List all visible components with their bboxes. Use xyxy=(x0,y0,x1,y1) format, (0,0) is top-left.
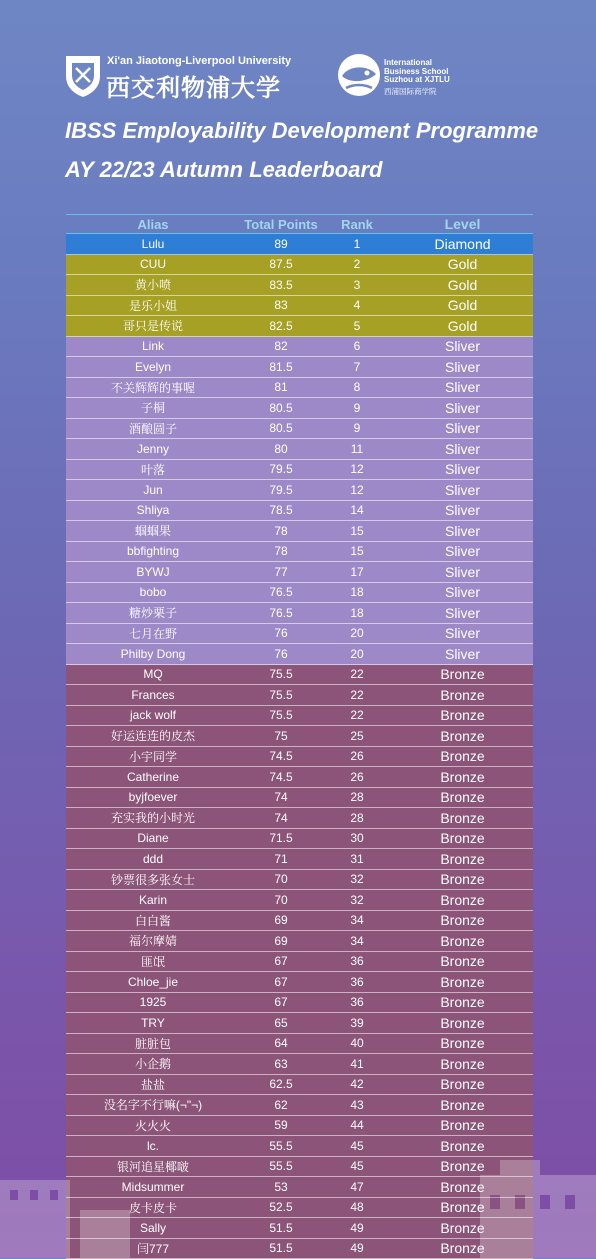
cell-alias: 是乐小姐 xyxy=(66,297,240,314)
cell-rank: 36 xyxy=(322,975,392,989)
cell-level: Bronze xyxy=(392,1240,533,1256)
cell-alias: 小企鹅 xyxy=(66,1055,240,1072)
cell-total-points: 80.5 xyxy=(240,401,322,415)
cell-alias: Lulu xyxy=(66,237,240,251)
table-row xyxy=(66,316,533,337)
cell-rank: 49 xyxy=(322,1241,392,1255)
cell-total-points: 76 xyxy=(240,647,322,661)
cell-rank: 36 xyxy=(322,954,392,968)
table-row xyxy=(66,952,533,973)
table-row xyxy=(66,562,533,583)
table-row xyxy=(66,890,533,911)
cell-total-points: 78 xyxy=(240,544,322,558)
table-row xyxy=(66,419,533,440)
cell-alias: Sally xyxy=(66,1221,240,1235)
cell-total-points: 79.5 xyxy=(240,462,322,476)
cell-alias: Diane xyxy=(66,831,240,845)
table-row xyxy=(66,357,533,378)
table-body xyxy=(66,234,533,1259)
table-row xyxy=(66,603,533,624)
cell-alias: 叶落 xyxy=(66,461,240,478)
cell-level: Bronze xyxy=(392,789,533,805)
table-row xyxy=(66,849,533,870)
cell-rank: 15 xyxy=(322,524,392,538)
ibs-line-3: Suzhou at XJTLU xyxy=(384,76,450,85)
cell-alias: Philby Dong xyxy=(66,647,240,661)
cell-alias: Shliya xyxy=(66,503,240,517)
cell-total-points: 74 xyxy=(240,790,322,804)
cell-level: Bronze xyxy=(392,830,533,846)
cell-rank: 32 xyxy=(322,872,392,886)
cell-alias: 酒酿圆子 xyxy=(66,420,240,437)
cell-level: Bronze xyxy=(392,1220,533,1236)
cell-total-points: 89 xyxy=(240,237,322,251)
table-row xyxy=(66,1034,533,1055)
cell-total-points: 81.5 xyxy=(240,360,322,374)
page-title-line-1: IBSS Employability Development Programme xyxy=(65,118,538,144)
cell-level: Sliver xyxy=(392,646,533,662)
cell-alias: 不关辉辉的事喔 xyxy=(66,379,240,396)
cell-rank: 6 xyxy=(322,339,392,353)
cell-level: Bronze xyxy=(392,1138,533,1154)
cell-alias: Catherine xyxy=(66,770,240,784)
cell-rank: 47 xyxy=(322,1180,392,1194)
cell-total-points: 76.5 xyxy=(240,585,322,599)
table-row xyxy=(66,480,533,501)
cell-alias: Link xyxy=(66,339,240,353)
cell-level: Bronze xyxy=(392,892,533,908)
cell-level: Sliver xyxy=(392,359,533,375)
cell-alias: BYWJ xyxy=(66,565,240,579)
cell-level: Bronze xyxy=(392,1179,533,1195)
table-row xyxy=(66,378,533,399)
cell-total-points: 62.5 xyxy=(240,1077,322,1091)
cell-total-points: 76 xyxy=(240,626,322,640)
cell-total-points: 79.5 xyxy=(240,483,322,497)
cell-alias: 七月在野 xyxy=(66,625,240,642)
campus-skyline-decoration xyxy=(0,1150,596,1258)
table-row xyxy=(66,521,533,542)
table-row xyxy=(66,542,533,563)
header-total-points: Total Points xyxy=(240,217,322,232)
cell-total-points: 69 xyxy=(240,934,322,948)
cell-alias: 黄小喷 xyxy=(66,276,240,293)
cell-alias: 哥只是传说 xyxy=(66,317,240,334)
cell-rank: 44 xyxy=(322,1118,392,1132)
cell-total-points: 80 xyxy=(240,442,322,456)
table-row xyxy=(66,255,533,276)
cell-level: Sliver xyxy=(392,338,533,354)
cell-level: Bronze xyxy=(392,933,533,949)
cell-rank: 26 xyxy=(322,749,392,763)
table-row xyxy=(66,706,533,727)
table-row xyxy=(66,665,533,686)
cell-level: Sliver xyxy=(392,400,533,416)
cell-rank: 28 xyxy=(322,790,392,804)
cell-rank: 9 xyxy=(322,401,392,415)
cell-alias: 糖炒栗子 xyxy=(66,604,240,621)
table-row xyxy=(66,993,533,1014)
cell-alias: 匪氓 xyxy=(66,953,240,970)
cell-alias: bbfighting xyxy=(66,544,240,558)
cell-rank: 12 xyxy=(322,462,392,476)
cell-alias: Midsummer xyxy=(66,1180,240,1194)
cell-level: Bronze xyxy=(392,1076,533,1092)
cell-total-points: 75 xyxy=(240,729,322,743)
cell-rank: 17 xyxy=(322,565,392,579)
table-row xyxy=(66,911,533,932)
cell-alias: 皮卡皮卡 xyxy=(66,1199,240,1216)
ibs-logo-icon xyxy=(336,52,382,98)
cell-total-points: 74.5 xyxy=(240,770,322,784)
cell-alias: 银河追星椰啵 xyxy=(66,1158,240,1175)
cell-level: Sliver xyxy=(392,461,533,477)
cell-rank: 43 xyxy=(322,1098,392,1112)
cell-alias: Jenny xyxy=(66,442,240,456)
cell-rank: 39 xyxy=(322,1016,392,1030)
cell-level: Sliver xyxy=(392,420,533,436)
table-row xyxy=(66,1116,533,1137)
cell-total-points: 65 xyxy=(240,1016,322,1030)
cell-level: Bronze xyxy=(392,871,533,887)
table-row xyxy=(66,829,533,850)
header xyxy=(0,0,596,112)
cell-alias: byjfoever xyxy=(66,790,240,804)
cell-level: Gold xyxy=(392,277,533,293)
cell-level: Diamond xyxy=(392,236,533,252)
table-row xyxy=(66,296,533,317)
cell-total-points: 74.5 xyxy=(240,749,322,763)
table-row xyxy=(66,337,533,358)
cell-level: Bronze xyxy=(392,769,533,785)
cell-rank: 41 xyxy=(322,1057,392,1071)
cell-total-points: 71.5 xyxy=(240,831,322,845)
cell-alias: CUU xyxy=(66,257,240,271)
table-row xyxy=(66,1054,533,1075)
cell-rank: 40 xyxy=(322,1036,392,1050)
ibs-line-2: Business School xyxy=(384,68,450,77)
cell-rank: 8 xyxy=(322,380,392,394)
cell-rank: 25 xyxy=(322,729,392,743)
table-row xyxy=(66,931,533,952)
cell-rank: 15 xyxy=(322,544,392,558)
cell-rank: 28 xyxy=(322,811,392,825)
cell-total-points: 74 xyxy=(240,811,322,825)
cell-alias: jack wolf xyxy=(66,708,240,722)
cell-alias: Karin xyxy=(66,893,240,907)
table-row xyxy=(66,788,533,809)
cell-level: Bronze xyxy=(392,1056,533,1072)
cell-total-points: 55.5 xyxy=(240,1159,322,1173)
cell-alias: 火火火 xyxy=(66,1117,240,1134)
cell-rank: 34 xyxy=(322,934,392,948)
table-row xyxy=(66,685,533,706)
cell-rank: 1 xyxy=(322,237,392,251)
cell-total-points: 78.5 xyxy=(240,503,322,517)
cell-level: Bronze xyxy=(392,1035,533,1051)
table-row xyxy=(66,747,533,768)
xjtlu-logo-icon xyxy=(63,54,103,98)
header-level: Level xyxy=(392,216,533,232)
cell-total-points: 52.5 xyxy=(240,1200,322,1214)
cell-rank: 45 xyxy=(322,1159,392,1173)
table-row xyxy=(66,1075,533,1096)
cell-rank: 3 xyxy=(322,278,392,292)
cell-total-points: 81 xyxy=(240,380,322,394)
cell-total-points: 87.5 xyxy=(240,257,322,271)
cell-level: Gold xyxy=(392,297,533,313)
cell-total-points: 51.5 xyxy=(240,1221,322,1235)
cell-level: Sliver xyxy=(392,543,533,559)
cell-rank: 26 xyxy=(322,770,392,784)
cell-rank: 42 xyxy=(322,1077,392,1091)
cell-alias: 福尔摩婧 xyxy=(66,932,240,949)
cell-alias: Chloe_jie xyxy=(66,975,240,989)
table-row xyxy=(66,726,533,747)
cell-total-points: 80.5 xyxy=(240,421,322,435)
cell-rank: 36 xyxy=(322,995,392,1009)
cell-alias: bobo xyxy=(66,585,240,599)
table-row xyxy=(66,398,533,419)
cell-alias: 白白酱 xyxy=(66,912,240,929)
cell-rank: 22 xyxy=(322,667,392,681)
cell-rank: 7 xyxy=(322,360,392,374)
ibs-name xyxy=(384,59,450,85)
cell-level: Bronze xyxy=(392,953,533,969)
cell-rank: 2 xyxy=(322,257,392,271)
cell-alias: 闫777 xyxy=(66,1240,240,1257)
cell-level: Bronze xyxy=(392,1097,533,1113)
cell-level: Gold xyxy=(392,256,533,272)
cell-total-points: 70 xyxy=(240,872,322,886)
cell-total-points: 78 xyxy=(240,524,322,538)
table-row xyxy=(66,460,533,481)
cell-level: Gold xyxy=(392,318,533,334)
table-header xyxy=(66,214,533,234)
cell-rank: 22 xyxy=(322,688,392,702)
cell-level: Bronze xyxy=(392,851,533,867)
cell-alias: Jun xyxy=(66,483,240,497)
cell-level: Bronze xyxy=(392,1015,533,1031)
cell-total-points: 83 xyxy=(240,298,322,312)
cell-total-points: 82.5 xyxy=(240,319,322,333)
table-row xyxy=(66,870,533,891)
cell-alias: 充实我的小时光 xyxy=(66,809,240,826)
cell-total-points: 59 xyxy=(240,1118,322,1132)
cell-rank: 9 xyxy=(322,421,392,435)
cell-rank: 34 xyxy=(322,913,392,927)
cell-total-points: 82 xyxy=(240,339,322,353)
cell-level: Sliver xyxy=(392,379,533,395)
table-row xyxy=(66,972,533,993)
table-row xyxy=(66,501,533,522)
cell-total-points: 64 xyxy=(240,1036,322,1050)
cell-alias: ddd xyxy=(66,852,240,866)
cell-total-points: 55.5 xyxy=(240,1139,322,1153)
cell-rank: 49 xyxy=(322,1221,392,1235)
cell-total-points: 67 xyxy=(240,995,322,1009)
table-row xyxy=(66,439,533,460)
cell-level: Sliver xyxy=(392,625,533,641)
cell-level: Bronze xyxy=(392,994,533,1010)
table-row xyxy=(66,275,533,296)
table-row xyxy=(66,583,533,604)
cell-level: Bronze xyxy=(392,1117,533,1133)
cell-total-points: 76.5 xyxy=(240,606,322,620)
header-alias: Alias xyxy=(66,217,240,232)
header-rank: Rank xyxy=(322,217,392,232)
cell-total-points: 70 xyxy=(240,893,322,907)
table-row xyxy=(66,808,533,829)
cell-level: Bronze xyxy=(392,748,533,764)
cell-level: Bronze xyxy=(392,810,533,826)
cell-alias: 盐盐 xyxy=(66,1076,240,1093)
cell-alias: 蝈蝈果 xyxy=(66,522,240,539)
cell-rank: 31 xyxy=(322,852,392,866)
cell-total-points: 62 xyxy=(240,1098,322,1112)
cell-alias: Frances xyxy=(66,688,240,702)
cell-rank: 48 xyxy=(322,1200,392,1214)
cell-level: Sliver xyxy=(392,584,533,600)
cell-total-points: 75.5 xyxy=(240,708,322,722)
table-row xyxy=(66,234,533,255)
cell-level: Bronze xyxy=(392,707,533,723)
cell-total-points: 51.5 xyxy=(240,1241,322,1255)
cell-alias: 1925 xyxy=(66,995,240,1009)
cell-alias: TRY xyxy=(66,1016,240,1030)
cell-level: Sliver xyxy=(392,502,533,518)
cell-level: Bronze xyxy=(392,1158,533,1174)
cell-total-points: 83.5 xyxy=(240,278,322,292)
ibs-chinese-name: 西浦国际商学院 xyxy=(384,86,437,97)
cell-rank: 5 xyxy=(322,319,392,333)
cell-level: Bronze xyxy=(392,687,533,703)
cell-rank: 18 xyxy=(322,585,392,599)
cell-total-points: 53 xyxy=(240,1180,322,1194)
table-row xyxy=(66,1013,533,1034)
cell-total-points: 75.5 xyxy=(240,688,322,702)
cell-rank: 18 xyxy=(322,606,392,620)
cell-alias: 子桐 xyxy=(66,399,240,416)
cell-level: Sliver xyxy=(392,605,533,621)
xjtlu-chinese-name: 西交利物浦大学 xyxy=(106,68,281,103)
cell-total-points: 75.5 xyxy=(240,667,322,681)
cell-rank: 4 xyxy=(322,298,392,312)
cell-alias: 钞票很多张女士 xyxy=(66,871,240,888)
ibs-line-1: International xyxy=(384,59,450,68)
cell-total-points: 67 xyxy=(240,954,322,968)
table-row xyxy=(66,644,533,665)
cell-rank: 32 xyxy=(322,893,392,907)
cell-level: Sliver xyxy=(392,523,533,539)
xjtlu-english-name: Xi'an Jiaotong-Liverpool University xyxy=(107,55,291,67)
cell-total-points: 69 xyxy=(240,913,322,927)
cell-total-points: 77 xyxy=(240,565,322,579)
table-row xyxy=(66,624,533,645)
cell-rank: 20 xyxy=(322,626,392,640)
cell-total-points: 67 xyxy=(240,975,322,989)
cell-level: Sliver xyxy=(392,441,533,457)
table-row xyxy=(66,1095,533,1116)
cell-alias: Evelyn xyxy=(66,360,240,374)
cell-rank: 30 xyxy=(322,831,392,845)
leaderboard-table xyxy=(66,214,533,1259)
cell-rank: 22 xyxy=(322,708,392,722)
page-title-line-2: AY 22/23 Autumn Leaderboard xyxy=(65,157,382,183)
cell-alias: 没名字不行嘛(¬"¬) xyxy=(66,1096,240,1113)
cell-level: Bronze xyxy=(392,912,533,928)
cell-level: Bronze xyxy=(392,974,533,990)
cell-level: Sliver xyxy=(392,564,533,580)
cell-rank: 14 xyxy=(322,503,392,517)
cell-total-points: 63 xyxy=(240,1057,322,1071)
cell-rank: 11 xyxy=(322,442,392,456)
table-row xyxy=(66,767,533,788)
cell-alias: 好运连连的皮杰 xyxy=(66,727,240,744)
cell-level: Bronze xyxy=(392,1199,533,1215)
cell-alias: 脏脏包 xyxy=(66,1035,240,1052)
cell-level: Bronze xyxy=(392,666,533,682)
cell-alias: lc. xyxy=(66,1139,240,1153)
cell-alias: 小宇同学 xyxy=(66,748,240,765)
cell-rank: 20 xyxy=(322,647,392,661)
cell-level: Sliver xyxy=(392,482,533,498)
cell-level: Bronze xyxy=(392,728,533,744)
cell-rank: 12 xyxy=(322,483,392,497)
cell-rank: 45 xyxy=(322,1139,392,1153)
cell-total-points: 71 xyxy=(240,852,322,866)
cell-alias: MQ xyxy=(66,667,240,681)
